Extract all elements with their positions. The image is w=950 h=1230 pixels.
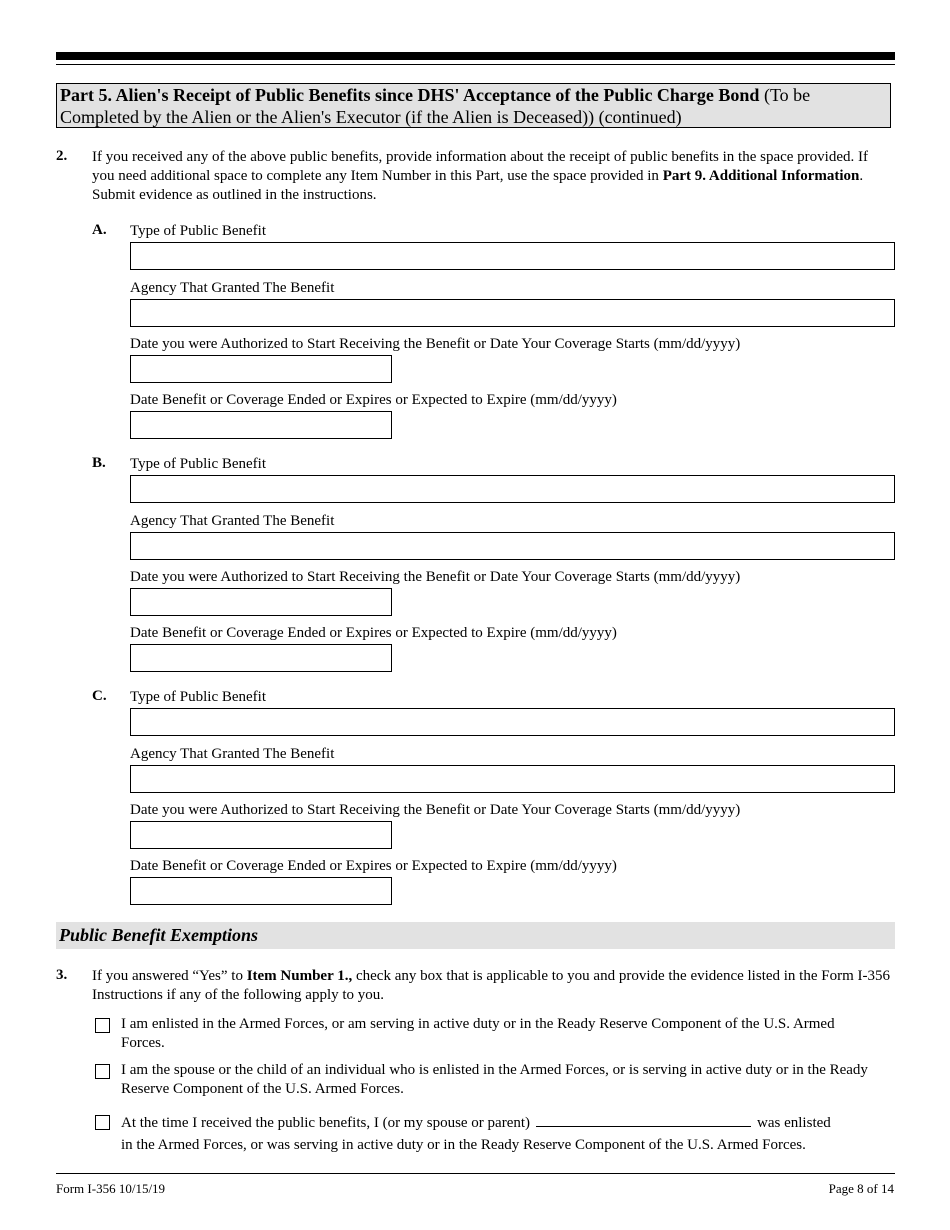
group-a-type-label: Type of Public Benefit bbox=[130, 223, 267, 239]
top-rule-thick bbox=[56, 52, 895, 60]
group-b-end-date-input[interactable] bbox=[130, 644, 392, 672]
item-2-text-bold: Part 9. Additional Information bbox=[662, 168, 860, 184]
group-b-agency-label: Agency That Granted The Benefit bbox=[130, 513, 335, 529]
group-a-end-date-input[interactable] bbox=[130, 411, 392, 439]
footer-form-id: Form I-356 10/15/19 bbox=[56, 1181, 166, 1196]
item-3-text-1: If you answered “Yes” to bbox=[92, 968, 247, 984]
group-c-start-date-label: Date you were Authorized to Start Receiving the Benefit or Date Your Coverage Starts (mm/dd/yyyy) bbox=[130, 802, 741, 818]
group-b-type-input[interactable] bbox=[130, 475, 895, 503]
part-5-header bbox=[56, 83, 891, 128]
exemption-3-text-1: At the time I received the public benefits, I (or my spouse or parent) bbox=[121, 1115, 531, 1131]
item-3-instructions bbox=[92, 967, 892, 1005]
exemption-3-text-2: was enlisted bbox=[757, 1115, 831, 1131]
item-2-text-2: . Submit evidence as outlined in the instructions. bbox=[92, 168, 864, 203]
group-b-start-date-label: Date you were Authorized to Start Receiving the Benefit or Date Your Coverage Starts (mm/dd/yyyy) bbox=[130, 569, 741, 585]
exemption-2-label: I am the spouse or the child of an individual who is enlisted in the Armed Forces, or is serving in active duty or in the Ready Reserve Component of the U.S. Armed Forces. bbox=[121, 1062, 868, 1097]
exemption-3-blank-field[interactable] bbox=[536, 1112, 751, 1127]
group-a-agency-label: Agency That Granted The Benefit bbox=[130, 280, 335, 296]
group-a-letter: A. bbox=[92, 222, 107, 238]
group-a-end-date-label: Date Benefit or Coverage Ended or Expires or Expected to Expire (mm/dd/yyyy) bbox=[130, 392, 617, 408]
group-c-end-date-input[interactable] bbox=[130, 877, 392, 905]
item-3-text-2: check any box that is applicable to you and provide the evidence listed in the Form I-356 Instructions if any of the following apply to you. bbox=[92, 968, 891, 1003]
item-2-text-1: If you received any of the above public benefits, provide information about the receipt of public benefits in the space provided. If you need additional space to complete any Item Number in this Part, use the space provided in bbox=[92, 149, 868, 184]
group-b-start-date-input[interactable] bbox=[130, 588, 392, 616]
part-title-rest: (To be Completed by the Alien or the Alien's Executor (if the Alien is Deceased)) (continued) bbox=[60, 85, 811, 127]
group-c-agency-label: Agency That Granted The Benefit bbox=[130, 746, 335, 762]
group-b-agency-input[interactable] bbox=[130, 532, 895, 560]
public-benefit-exemptions-heading: Public Benefit Exemptions bbox=[56, 922, 895, 949]
exemption-2-checkbox[interactable] bbox=[95, 1064, 110, 1079]
group-c-type-label: Type of Public Benefit bbox=[130, 689, 267, 705]
group-c-letter: C. bbox=[92, 688, 107, 704]
group-b-letter: B. bbox=[92, 455, 106, 471]
footer-page-number: Page 8 of 14 bbox=[828, 1181, 894, 1196]
top-rule-thin bbox=[56, 64, 895, 65]
group-a-start-date-label: Date you were Authorized to Start Receiving the Benefit or Date Your Coverage Starts (mm/dd/yyyy) bbox=[130, 336, 741, 352]
group-c-agency-input[interactable] bbox=[130, 765, 895, 793]
footer-rule bbox=[56, 1173, 895, 1174]
exemption-3-label bbox=[121, 1112, 881, 1133]
group-c-type-input[interactable] bbox=[130, 708, 895, 736]
part-title-bold: Part 5. Alien's Receipt of Public Benefits since DHS' Acceptance of the Public Charge Bond bbox=[60, 85, 760, 105]
group-a-agency-input[interactable] bbox=[130, 299, 895, 327]
group-c-end-date-label: Date Benefit or Coverage Ended or Expires or Expected to Expire (mm/dd/yyyy) bbox=[130, 858, 617, 874]
item-3-number: 3. bbox=[56, 967, 68, 983]
group-a-start-date-input[interactable] bbox=[130, 355, 392, 383]
item-3-text-bold: Item Number 1., bbox=[246, 968, 353, 984]
exemption-3-checkbox[interactable] bbox=[95, 1115, 110, 1130]
exemption-3-text-3: in the Armed Forces, or was serving in active duty or in the Ready Reserve Component of the U.S. Armed Forces. bbox=[121, 1137, 806, 1153]
group-c-start-date-input[interactable] bbox=[130, 821, 392, 849]
item-2-number: 2. bbox=[56, 148, 68, 164]
exemption-1-label: I am enlisted in the Armed Forces, or am serving in active duty or in the Ready Reserve Component of the U.S. Armed Forces. bbox=[121, 1016, 835, 1051]
exemption-1-checkbox[interactable] bbox=[95, 1018, 110, 1033]
group-b-type-label: Type of Public Benefit bbox=[130, 456, 267, 472]
group-b-end-date-label: Date Benefit or Coverage Ended or Expires or Expected to Expire (mm/dd/yyyy) bbox=[130, 625, 617, 641]
group-a-type-input[interactable] bbox=[130, 242, 895, 270]
item-2-instructions bbox=[92, 148, 892, 205]
